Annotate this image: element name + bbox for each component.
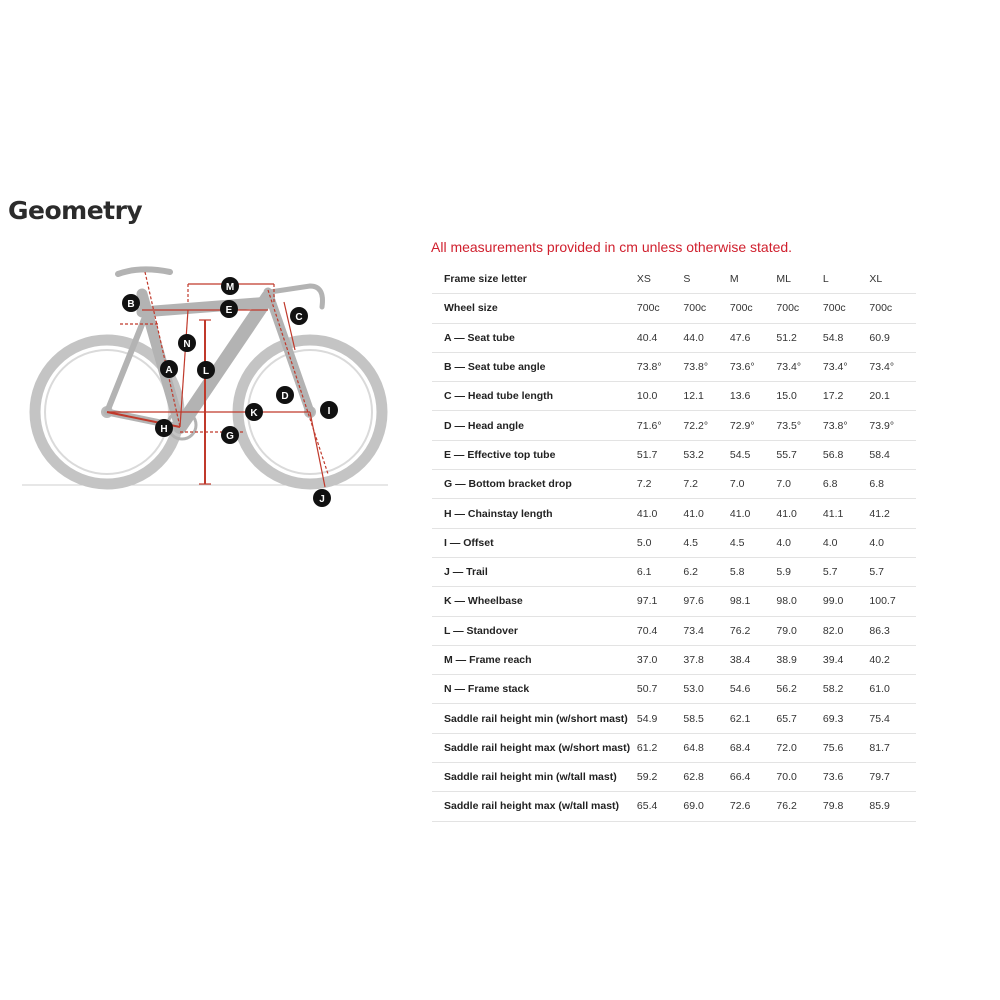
row-value: 70.0 — [776, 763, 823, 792]
row-value: 81.7 — [869, 733, 916, 762]
marker-j — [313, 489, 331, 507]
row-value: 15.0 — [776, 382, 823, 411]
row-value: 73.8° — [637, 352, 684, 381]
row-value: 59.2 — [637, 763, 684, 792]
table-row — [432, 382, 916, 411]
row-value: 41.0 — [730, 499, 777, 528]
marker-c — [290, 307, 308, 325]
table-row — [432, 440, 916, 469]
row-value: 58.5 — [683, 704, 730, 733]
row-value: 700c — [730, 294, 777, 323]
bike-frame — [107, 269, 323, 439]
row-value: 69.3 — [823, 704, 870, 733]
marker-n — [178, 334, 196, 352]
row-value: 51.2 — [776, 323, 823, 352]
row-value: 20.1 — [869, 382, 916, 411]
row-value: 56.2 — [776, 675, 823, 704]
row-value: 76.2 — [776, 792, 823, 821]
header-size: L — [823, 265, 870, 294]
row-value: 98.1 — [730, 587, 777, 616]
marker-m — [221, 277, 239, 295]
marker-k — [245, 403, 263, 421]
geometry-table-body — [432, 265, 916, 821]
row-value: 73.4° — [776, 352, 823, 381]
row-value: 4.0 — [776, 528, 823, 557]
row-label: I — Offset — [432, 528, 637, 557]
row-value: 7.2 — [637, 470, 684, 499]
svg-text:K: K — [250, 408, 258, 419]
row-value: 54.5 — [730, 440, 777, 469]
table-row — [432, 528, 916, 557]
table-row — [432, 616, 916, 645]
row-value: 700c — [683, 294, 730, 323]
row-value: 4.5 — [683, 528, 730, 557]
marker-b — [122, 294, 140, 312]
table-row — [432, 323, 916, 352]
row-value: 73.4 — [683, 616, 730, 645]
geometry-table — [432, 265, 916, 822]
row-label: Saddle rail height max (w/tall mast) — [432, 792, 637, 821]
row-value: 7.0 — [776, 470, 823, 499]
row-value: 73.6 — [823, 763, 870, 792]
header-size: XS — [637, 265, 684, 294]
row-value: 58.4 — [869, 440, 916, 469]
row-label: J — Trail — [432, 557, 637, 586]
row-value: 700c — [637, 294, 684, 323]
row-value: 4.0 — [869, 528, 916, 557]
row-value: 47.6 — [730, 323, 777, 352]
row-value: 41.0 — [776, 499, 823, 528]
row-value: 65.4 — [637, 792, 684, 821]
svg-text:H: H — [160, 424, 168, 435]
row-value: 79.8 — [823, 792, 870, 821]
row-value: 72.6 — [730, 792, 777, 821]
row-value: 5.7 — [823, 557, 870, 586]
row-value: 97.6 — [683, 587, 730, 616]
row-value: 68.4 — [730, 733, 777, 762]
svg-text:J: J — [319, 494, 325, 505]
svg-text:C: C — [295, 312, 303, 323]
row-value: 62.1 — [730, 704, 777, 733]
table-row — [432, 587, 916, 616]
row-value: 4.5 — [730, 528, 777, 557]
row-label: D — Head angle — [432, 411, 637, 440]
table-row — [432, 792, 916, 821]
svg-text:M: M — [225, 282, 235, 293]
table-header-row — [432, 265, 916, 294]
row-value: 65.7 — [776, 704, 823, 733]
row-value: 69.0 — [683, 792, 730, 821]
row-value: 97.1 — [637, 587, 684, 616]
marker-i — [320, 401, 338, 419]
row-label: N — Frame stack — [432, 675, 637, 704]
row-value: 79.7 — [869, 763, 916, 792]
row-value: 85.9 — [869, 792, 916, 821]
table-row — [432, 675, 916, 704]
svg-text:A: A — [165, 365, 173, 376]
svg-text:D: D — [281, 391, 289, 402]
marker-l — [197, 361, 215, 379]
row-value: 73.9° — [869, 411, 916, 440]
row-value: 38.9 — [776, 645, 823, 674]
row-label: C — Head tube length — [432, 382, 637, 411]
row-value: 75.6 — [823, 733, 870, 762]
row-value: 5.0 — [637, 528, 684, 557]
row-value: 73.4° — [823, 352, 870, 381]
table-row — [432, 294, 916, 323]
row-value: 40.2 — [869, 645, 916, 674]
row-label: K — Wheelbase — [432, 587, 637, 616]
header-size: S — [683, 265, 730, 294]
table-row — [432, 763, 916, 792]
row-value: 55.7 — [776, 440, 823, 469]
marker-g — [221, 426, 239, 444]
row-value: 64.8 — [683, 733, 730, 762]
svg-text:E: E — [225, 305, 233, 316]
row-value: 76.2 — [730, 616, 777, 645]
row-value: 38.4 — [730, 645, 777, 674]
table-row — [432, 733, 916, 762]
row-label: Saddle rail height max (w/short mast) — [432, 733, 637, 762]
svg-text:G: G — [226, 431, 234, 442]
row-label: E — Effective top tube — [432, 440, 637, 469]
row-value: 73.6° — [730, 352, 777, 381]
row-label: G — Bottom bracket drop — [432, 470, 637, 499]
row-label: Saddle rail height min (w/tall mast) — [432, 763, 637, 792]
measurement-note: All measurements provided in cm unless otherwise stated. — [431, 239, 793, 255]
row-value: 53.0 — [683, 675, 730, 704]
row-value: 6.1 — [637, 557, 684, 586]
row-value: 72.0 — [776, 733, 823, 762]
header-size: M — [730, 265, 777, 294]
row-value: 73.4° — [869, 352, 916, 381]
row-label: L — Standover — [432, 616, 637, 645]
row-label: Wheel size — [432, 294, 637, 323]
row-value: 53.2 — [683, 440, 730, 469]
row-value: 62.8 — [683, 763, 730, 792]
header-size: XL — [869, 265, 916, 294]
row-value: 700c — [823, 294, 870, 323]
table-row — [432, 352, 916, 381]
page-title: Geometry — [8, 196, 143, 225]
row-value: 98.0 — [776, 587, 823, 616]
row-value: 70.4 — [637, 616, 684, 645]
row-value: 7.2 — [683, 470, 730, 499]
row-value: 73.5° — [776, 411, 823, 440]
row-value: 5.7 — [869, 557, 916, 586]
bike-geometry-diagram — [20, 262, 390, 512]
row-value: 40.4 — [637, 323, 684, 352]
row-value: 37.8 — [683, 645, 730, 674]
svg-text:I: I — [327, 406, 331, 417]
row-value: 7.0 — [730, 470, 777, 499]
row-value: 54.9 — [637, 704, 684, 733]
row-value: 700c — [869, 294, 916, 323]
row-value: 86.3 — [869, 616, 916, 645]
row-value: 6.2 — [683, 557, 730, 586]
row-value: 61.0 — [869, 675, 916, 704]
row-value: 75.4 — [869, 704, 916, 733]
svg-text:B: B — [127, 299, 135, 310]
row-value: 4.0 — [823, 528, 870, 557]
table-row — [432, 704, 916, 733]
row-label: B — Seat tube angle — [432, 352, 637, 381]
svg-text:N: N — [183, 339, 191, 350]
row-value: 17.2 — [823, 382, 870, 411]
row-value: 60.9 — [869, 323, 916, 352]
marker-d — [276, 386, 294, 404]
row-value: 61.2 — [637, 733, 684, 762]
marker-e — [220, 300, 238, 318]
row-label: A — Seat tube — [432, 323, 637, 352]
table-row — [432, 499, 916, 528]
row-label: H — Chainstay length — [432, 499, 637, 528]
row-value: 41.0 — [637, 499, 684, 528]
row-value: 700c — [776, 294, 823, 323]
row-value: 72.9° — [730, 411, 777, 440]
table-row — [432, 557, 916, 586]
row-value: 99.0 — [823, 587, 870, 616]
svg-text:L: L — [202, 366, 210, 377]
row-value: 41.2 — [869, 499, 916, 528]
header-label: Frame size letter — [432, 265, 637, 294]
row-value: 37.0 — [637, 645, 684, 674]
row-value: 51.7 — [637, 440, 684, 469]
row-value: 13.6 — [730, 382, 777, 411]
table-row — [432, 470, 916, 499]
row-value: 71.6° — [637, 411, 684, 440]
row-value: 82.0 — [823, 616, 870, 645]
row-value: 66.4 — [730, 763, 777, 792]
marker-h — [155, 419, 173, 437]
table-row — [432, 645, 916, 674]
row-value: 41.0 — [683, 499, 730, 528]
row-value: 73.8° — [683, 352, 730, 381]
row-value: 5.8 — [730, 557, 777, 586]
row-label: M — Frame reach — [432, 645, 637, 674]
row-value: 100.7 — [869, 587, 916, 616]
row-value: 10.0 — [637, 382, 684, 411]
row-label: Saddle rail height min (w/short mast) — [432, 704, 637, 733]
row-value: 6.8 — [869, 470, 916, 499]
row-value: 39.4 — [823, 645, 870, 674]
row-value: 44.0 — [683, 323, 730, 352]
row-value: 5.9 — [776, 557, 823, 586]
row-value: 54.8 — [823, 323, 870, 352]
table-row — [432, 411, 916, 440]
row-value: 50.7 — [637, 675, 684, 704]
header-size: ML — [776, 265, 823, 294]
row-value: 12.1 — [683, 382, 730, 411]
row-value: 6.8 — [823, 470, 870, 499]
row-value: 41.1 — [823, 499, 870, 528]
row-value: 73.8° — [823, 411, 870, 440]
row-value: 56.8 — [823, 440, 870, 469]
row-value: 72.2° — [683, 411, 730, 440]
row-value: 54.6 — [730, 675, 777, 704]
marker-a — [160, 360, 178, 378]
row-value: 58.2 — [823, 675, 870, 704]
row-value: 79.0 — [776, 616, 823, 645]
